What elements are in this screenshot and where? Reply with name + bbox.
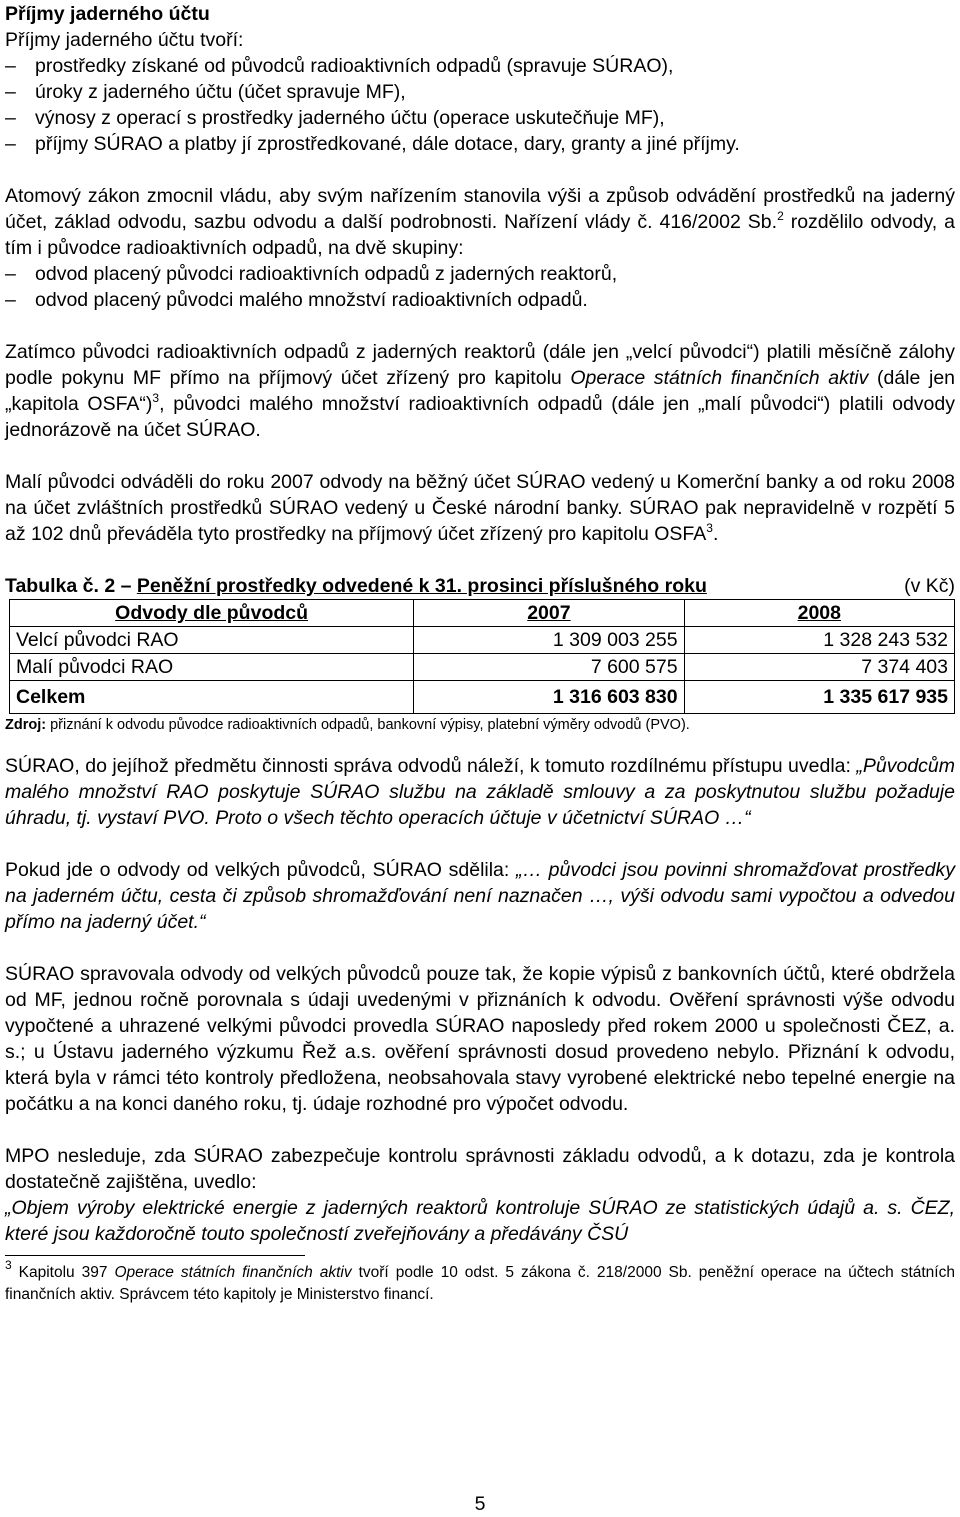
column-header: 2008 [684,600,954,627]
list-item: – příjmy SÚRAO a platby jí zprostředkované, dále dotace, dary, granty a jiné příjmy. [5,131,955,157]
column-header: Odvody dle původců [10,600,414,627]
list-item: – odvod placený původci radioaktivních odpadů z jaderných reaktorů, [5,261,955,287]
cell-2007: 1 309 003 255 [414,627,684,654]
column-header: 2007 [414,600,684,627]
cell-2007: 1 316 603 830 [414,681,684,714]
paragraph-mpo [5,1143,955,1247]
list-item: – výnosy z operací s prostředky jaderného účtu (operace uskutečňuje MF), [5,105,955,131]
income-list [5,53,955,157]
quote: „Objem výroby elektrické energie z jaderných reaktorů kontroluje SÚRAO ze statistických údajů a. s. ČEZ, které jsou každoročně touto společností zveřejňovány a předávány ČSÚ [5,1197,955,1245]
section-title: Příjmy jaderného účtu [5,3,210,25]
levy-list [5,261,955,313]
paragraph-text: Zatímco původci radioaktivních odpadů z jaderných reaktorů (dále jen „velcí původci“) platili měsíčně zálohy podle pokynu MF přímo na příjmový účet zřízený pro kapitolu [5,341,955,389]
footnote-text: tvoří podle 10 odst. 5 zákona č. 218/2000 Sb. peněžní operace na účtech státních finančních aktiv. Správcem této kapitoly je Ministerstvo financí. [5,1264,955,1303]
paragraph-text: (dále jen „kapitola OSFA“) [5,367,956,415]
footnote-ref: 2 [777,209,784,223]
intro-text: Příjmy jaderného účtu tvoří: [5,29,244,51]
table-source [5,715,955,735]
table-title: Peněžní prostředky odvedené k 31. prosinci příslušného roku [136,575,707,597]
page-number: 5 [474,1493,486,1515]
paragraph-text: Atomový zákon zmocnil vládu, aby svým nařízením stanovila výši a způsob odvádění prostředků na jaderný účet, základ odvodu, sazbu odvodu a další podrobnosti. Nařízení vlády č. 416/2002 Sb. [5,185,955,233]
list-item: – odvod placený původci malého množství radioaktivních odpadů. [5,287,955,313]
paragraph-small-producers [5,469,955,547]
paragraph-administration: SÚRAO spravovala odvody od velkých původců pouze tak, že kopie výpisů z bankovních účtů, které obdržela od MF, jednou ročně porovnala s údaji uvedenými v přiznáních k odvodu. Ověření správnosti výše odvodu vypočtené a uhrazené velkými původci provedla SÚRAO naposledy před rokem 2000 u společnosti ČEZ, a. s.; u Ústavu jaderného výzkumu Řež a.s. ověření správnosti dosud provedeno nebylo. Přiznání k odvodu, která byla v rámci této kontroly předložena, neobsahovala stavy vyrobené elektrické nebo tepelné energie na počátku a na konci daného roku, tj. údaje rozhodné pro výpočet odvodu. [5,963,955,1115]
paragraph-large-levy [5,857,955,935]
quote: „… původci jsou povinni shromažďovat prostředky na jaderném účtu, cesta či způsob shromažďování není naznačen …, výši odvodu sami vypočtou a odvedou přímo na jaderný účet.“ [5,859,955,933]
paragraph-text: , původci malého množství radioaktivních odpadů (dále jen „malí původci“) platili odvody jednorázově na účet SÚRAO. [5,393,955,441]
paragraph-text: . [712,523,719,545]
table-number: Tabulka č. 2 – [5,575,137,597]
row-label: Celkem [10,681,414,714]
cell-2008: 1 335 617 935 [684,681,954,714]
footnote-text: Kapitolu 397 [18,1264,115,1281]
chapter-name: Operace státních finančních aktiv [570,367,869,389]
paragraph-large-producers [5,339,955,443]
quote: „Původcům malého množství RAO poskytuje SÚRAO službu na základě smlouvy a za poskytnutou službu požaduje úhradu, tj. vystaví PVO. Proto o všech těchto operacích účtuje v účetnictví SÚRAO …“ [5,755,955,829]
paragraph-text: SÚRAO, do jejíhož předmětu činnosti správa odvodů náleží, k tomuto rozdílnému přístupu uvedla: [5,755,857,777]
table-header-row [10,600,955,627]
paragraph-text: Malí původci odváděli do roku 2007 odvody na běžný účet SÚRAO vedený u Komerční banky a od roku 2008 na účet zvláštních prostředků SÚRAO vedený u České národní banky. SÚRAO pak nepravidelně v rozpětí 5 až 102 dnů převáděla tyto prostředky na příjmový účet zřízený pro kapitolu OSFA [5,471,955,545]
row-label: Velcí původci RAO [10,627,414,654]
table-total-row [10,681,955,714]
table-unit: (v Kč) [904,575,955,597]
paragraph-text: MPO nesleduje, zda SÚRAO zabezpečuje kontrolu správnosti základu odvodů, a k dotazu, zda je kontrola dostatečně zajištěna, uvedlo: [5,1145,955,1193]
paragraph-text: Pokud jde o odvody od velkých původců, SÚRAO sdělila: [5,859,516,881]
footnote [5,1258,955,1306]
cell-2008: 1 328 243 532 [684,627,954,654]
cell-2008: 7 374 403 [684,654,954,681]
list-item: – prostředky získané od původců radioaktivních odpadů (spravuje SÚRAO), [5,53,955,79]
source-text: přiznání k odvodu původce radioaktivních odpadů, bankovní výpisy, platební výměry odvodů (PVO). [46,717,690,733]
cell-2007: 7 600 575 [414,654,684,681]
footnote-number: 3 [5,1258,12,1272]
table-row [10,627,955,654]
table-caption [5,573,955,599]
paragraph-surao [5,753,955,831]
footnote-divider [5,1255,305,1256]
chapter-name: Operace státních finančních aktiv [114,1264,352,1281]
row-label: Malí původci RAO [10,654,414,681]
footnote-ref: 3 [152,391,160,405]
levies-table [9,599,955,714]
footnote-ref: 3 [706,521,713,535]
table-row [10,654,955,681]
paragraph-text: rozdělilo odvody, a tím i původce radioaktivních odpadů, na dvě skupiny: [5,211,955,259]
source-label: Zdroj: [5,717,47,733]
list-item: – úroky z jaderného účtu (účet spravuje MF), [5,79,955,105]
paragraph-atomic-act [5,183,955,261]
